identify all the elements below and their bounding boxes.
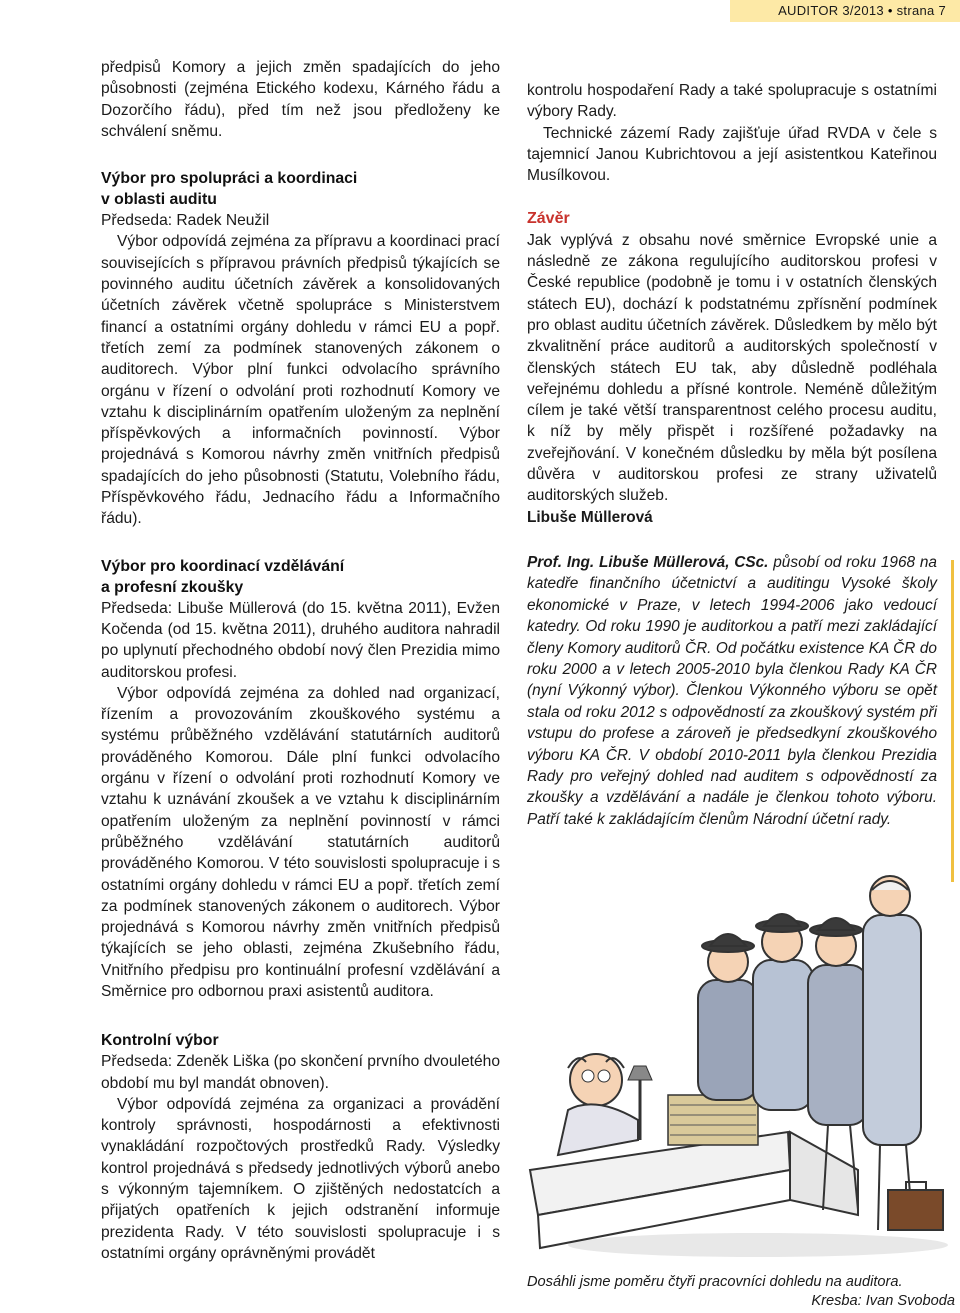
- header-separator: •: [887, 3, 893, 18]
- right-column: [527, 80, 937, 830]
- author-bio: [527, 552, 937, 830]
- section-3-chair: Předseda: Zdeněk Liška (po skončení prvního dvouletého období mu byl mandát obnoven).: [101, 1053, 500, 1092]
- bio-name: Prof. Ing. Libuše Müllerová, CSc.: [527, 553, 769, 571]
- section-3-paragraph: Výbor odpovídá zejména za organizaci a provádění kontroly správnosti, hospodárnosti a efektivnosti vynakládání rozpočtových prostředků Rady. Výsledky kontrol projednává s předsedy jednotlivých výborů anebo s výkonným tajemníkem. O zjištěných nedostatcích a přijatých opatřeních k jejich odstranění informuje prezidenta Rady. V této souvislosti spolupracuje i s ostatními orgány oprávněnými provádět: [101, 1095, 500, 1262]
- section-2-paragraph: Výbor odpovídá zejména za dohled nad organizací, řízením a provozováním zkouškového systému a systému průběžného vzdělávání statutárních auditorů prováděného Komorou. Dále plní funkci odvolacího orgánu v řízení o odvolání proti rozhodnutí Komory ve vztahu k uznávání zkoušek a ve vztahu k disciplinárním opatřením uloženým za neplnění povinností v rámci průběžného vzdělávání statutárních auditorů prováděného Komorou. V této souvislosti spolupracuje i s ostatními orgány dohledu v rámci EU a popř. třetích zemí za podmínek stanovených zákonem o auditorech. Výbor projednává s Komorou návrhy změn vnitřních předpisů týkajících se jeho oblasti, zejména Zkušebního řádu, Vnitřního předpisu pro kontinuální profesní vzdělávání a Směrnice pro odbornou praxi asistentů auditora.: [101, 684, 500, 1000]
- page-number: strana 7: [896, 3, 946, 18]
- section-2-chair: Předseda: Libuše Müllerová (do 15. května 2011), Evžen Kočenda (od 15. května 2011), druhého auditora nahradil po uplynutí přechodného období nový člen Prezidia mimo auditorskou profesi.: [101, 599, 500, 681]
- section-1-paragraph: Výbor odpovídá zejména za přípravu a koordinaci prací souvisejících s přípravou právních předpisů týkajících se povinného auditu účetních závěrek a konsolidovaných účetních závěrek včetně spolupráce s Ministerstvem financí a ostatními orgány dohledu v rámci EU a popř. třetích zemí za podmínek stanovených zákonem o auditorech. Výbor plní funkci odvolacího správního orgánu v řízení o odvolání proti rozhodnutí Komory ve vztahu k disciplinárním opatřením uloženým za neplnění příspěvkových a informačních povinností. Výbor projednává s Komorou návrhy změn vnitřních předpisů spadajících do jeho působnosti (Statutu, Volebního řádu, Příspěvkového řádu, Jednacího řádu a Informačního řádu).: [101, 233, 500, 528]
- accent-bar: [951, 560, 954, 882]
- technical-support-paragraph: Technické zázemí Rady zajišťuje úřad RVDA v čele s tajemnicí Janou Kubrichtovou a její asistentkou Kateřinou Musílkovou.: [527, 124, 937, 185]
- cartoon-illustration: [528, 870, 958, 1265]
- continued-paragraph: kontrolu hospodaření Rady a také spolupracuje s ostatními výbory Rady.: [527, 82, 937, 121]
- section-1-title-line1: Výbor pro spolupráci a koordinaci: [101, 170, 358, 188]
- conclusion-title: Závěr: [527, 210, 570, 228]
- section-1-title-line2: v oblasti auditu: [101, 191, 217, 209]
- caption-text: Dosáhli jsme poměru čtyři pracovníci dohledu na auditora.: [527, 1274, 903, 1290]
- section-2-title-line1: Výbor pro koordinací vzdělávání: [101, 557, 345, 575]
- intro-paragraph: předpisů Komory a jejich změn spadajících do jeho působnosti (zejména Etického kodexu, Kárného řádu a Dozorčího řádu), před tím než jsou předloženy ke schválení sněmu.: [101, 59, 500, 140]
- illustration-credit: Kresba: Ivan Svoboda: [811, 1293, 955, 1309]
- conclusion-paragraph: Jak vyplývá z obsahu nové směrnice Evropské unie a následně ze zákona regulujícího auditorskou profesi v České republice (podobně je tomu i v ostatních členských státech EU), dochází k podstatnému zpřísnění podmínek pro oblast auditu účetních závěrek. Důsledkem by mělo být zkvalitnění práce auditorů a auditorských společností v členských státech EU tak, aby důsledně podléhala veřejnému dohledu a přísné kontrole. Neméně důležitým cílem je také větší transparentnost celého procesu auditu, k níž by měly přispět i rozšířené požadavky na zveřejňování. V konečném důsledku by měla být posílena důvěra v auditorskou profesi ze strany uživatelů auditorských služeb.: [527, 231, 937, 505]
- page-header: [730, 0, 960, 22]
- section-2-title-line2: a profesní zkoušky: [101, 578, 244, 596]
- left-column: [101, 57, 500, 1264]
- bio-text: působí od roku 1968 na katedře finančního účetnictví a auditingu Vysoké školy ekonomické v Praze, v letech 1994-2006 jako vedoucí katedry. Od roku 1990 je auditorkou a patří mezi zakládající členy Komory auditorů ČR. Od počátku existence KA ČR do roku 2000 a v letech 2005-2010 byla členkou Rady KA ČR (nyní Výkonný výbor). Členkou Výkonného výboru se opět stala od roku 2012 s odpovědností za zkouškový systém při vstupu do profese a zároveň je předsedkyní zkouškového výboru KA ČR. V období 2010-2011 byla členkou Prezidia Rady pro veřejný dohled nad auditem s odpovědností za zkoušky a vzdělávání a nadále je členkou tohoto výboru. Patří také k zakládajícím členům Národní účetní rady.: [527, 553, 937, 828]
- section-3-title: Kontrolní výbor: [101, 1032, 219, 1050]
- author-signature: Libuše Müllerová: [527, 508, 653, 526]
- section-1-chair: Předseda: Radek Neužil: [101, 212, 270, 230]
- figure-caption: [527, 1273, 955, 1311]
- issue-label: AUDITOR 3/2013: [778, 3, 884, 18]
